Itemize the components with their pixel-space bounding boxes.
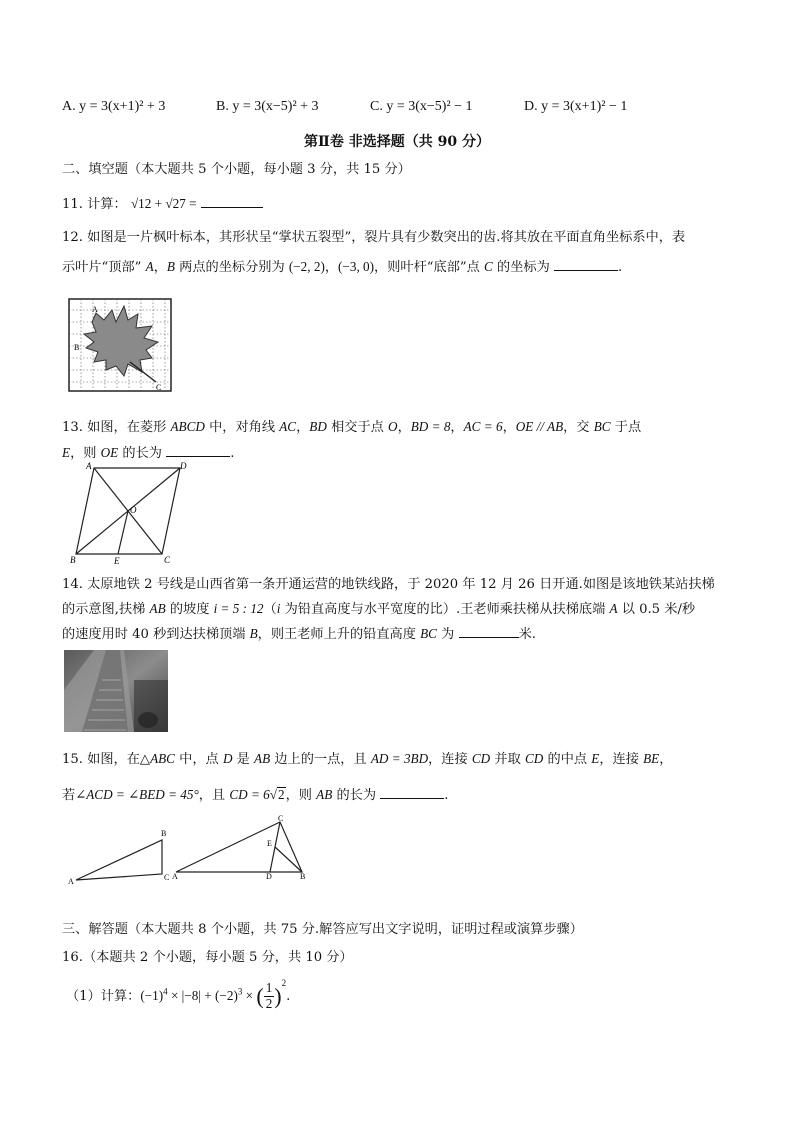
tri2-label-c: C	[278, 814, 284, 823]
escalator-photo	[64, 650, 168, 732]
triangle-1-outline	[76, 840, 162, 880]
q13-end: .	[230, 446, 235, 461]
q15-text-g: 的中点	[543, 752, 592, 767]
maple-leaf-figure	[68, 298, 172, 392]
q15-var-ab2: AB	[316, 787, 333, 802]
q15-text-d: 边上的一点，且	[270, 752, 371, 767]
q15-var-cd: CD	[471, 751, 491, 766]
tri1-label-b: B	[161, 829, 167, 838]
q13-eq3: OE // AB	[515, 419, 564, 434]
section-title: 第Ⅱ卷 非选择题（共 90 分）	[304, 134, 490, 150]
q14-var-i: i	[276, 601, 281, 616]
q16-title: 16.（本题共 2 个小题，每小题 5 分，共 10 分）	[62, 950, 353, 965]
q14-var-b: B	[249, 626, 258, 641]
q13-text-g: ，	[502, 420, 516, 435]
q16-exp3: 3	[237, 986, 243, 997]
q15-text-f: 并取	[490, 752, 525, 767]
q13-line1	[62, 416, 641, 435]
q14-answer-blank[interactable]	[459, 625, 519, 638]
rhombus-label-o: O	[130, 505, 137, 515]
rhombus-label-d: D	[180, 461, 187, 471]
q16-exp2: 2	[281, 978, 287, 988]
q13-text-c: ，	[296, 420, 310, 435]
q12-sep: ，	[324, 260, 339, 275]
q14-line1: 14. 太原地铁 2 号线是山西省第一条开通运营的地铁线路，于 2020 年 12 月 26 日开通.如图是该地铁某站扶梯	[62, 577, 715, 592]
rhombus-label-e: E	[114, 556, 120, 566]
q16-frac-num: 1	[265, 980, 273, 996]
q16-part1: （1）计算：$(-1)^4 \times |-8| + (-2)^3$ × ( $\frac{1}{2}$ )$^2$.	[66, 978, 291, 1011]
q16-end: .	[286, 989, 291, 1004]
q15-text-e: ，连接	[428, 752, 472, 767]
q13-text-h: ，交	[563, 420, 594, 435]
q13-text-a: 13. 如图，在菱形	[62, 420, 171, 435]
q13-text-2a: ，则	[70, 446, 101, 461]
q15-text-2c: ，则	[285, 788, 317, 803]
tri2-label-d: D	[266, 872, 272, 880]
q14-text-c: （	[263, 602, 277, 617]
triangle-2-outline	[176, 822, 302, 872]
q12-coord-b: (−3, 0)	[338, 259, 375, 274]
q13-text-d: 相交于点	[326, 420, 389, 435]
q13-answer-blank[interactable]	[166, 444, 230, 457]
q12-coord-a: (−2, 2)	[288, 259, 325, 274]
q13-text-e: ，	[397, 420, 411, 435]
q14-var-ab: AB	[149, 601, 166, 616]
q15-text-a: 15. 如图，在△	[62, 752, 151, 767]
q12-text-e: 两点的坐标分别为	[174, 260, 289, 275]
question-11	[62, 193, 263, 212]
q16-expr-c: ×	[242, 988, 257, 1003]
q13-text-f: ，	[450, 420, 464, 435]
q12-line1: 12. 如图是一片枫叶标本，其形状呈“掌状五裂型”，裂片具有少数突出的齿.将其放在平面直角坐标系中，表	[62, 230, 686, 245]
q13-text-2b: 的长为	[118, 446, 162, 461]
q12-answer-blank[interactable]	[554, 258, 618, 271]
q12-var-b: B	[166, 259, 175, 274]
q14-slope: i = 5 : 12	[213, 601, 264, 616]
q14-var-a: A	[609, 601, 618, 616]
q16-exp4: 4	[163, 986, 168, 997]
q15-text-c: 是	[232, 752, 255, 767]
q15-var-abc: ABC	[150, 751, 175, 766]
q14-text-3c: 为	[436, 627, 455, 642]
q12-text-h: 的坐标为	[492, 260, 550, 275]
q15-var-cd2: CD	[524, 751, 544, 766]
q15-eq3a: CD = 6	[229, 787, 270, 802]
fill-header: 二、填空题（本大题共 5 个小题，每小题 3 分，共 15 分）	[62, 162, 411, 177]
q16-frac-den: 2	[265, 996, 273, 1011]
rhombus-label-c: C	[164, 555, 171, 565]
q13-var-e: E	[62, 445, 71, 460]
option-d: D. y = 3(x+1)² − 1	[524, 99, 628, 114]
q13-eq2: AC = 6	[463, 419, 503, 434]
option-a: A. y = 3(x+1)² + 3	[62, 99, 166, 114]
q13-text-b: 中，对角线	[204, 420, 280, 435]
q12-text-a: 示叶片“顶部”	[62, 260, 146, 275]
q12-text-f: ，则叶杆“底部”点	[374, 260, 485, 275]
q15-text-i: ，	[659, 752, 673, 767]
triangle-2-figure	[170, 814, 310, 880]
tri2-label-e: E	[267, 839, 272, 848]
q16-expr-a: (−1)	[140, 988, 164, 1003]
q16-expr-b: × |−8| + (−2)	[167, 988, 238, 1003]
q15-line2: 若∠ACD = ∠BED = 45°，且 CD = 6√2，则 AB 的长为 .	[62, 787, 449, 803]
q15-eq2: ∠ACD = ∠BED = 45°	[75, 787, 199, 802]
q14-text-a: 的示意图,扶梯	[62, 602, 150, 617]
q15-text-h: ，连接	[599, 752, 644, 767]
q14-text-3a: 的速度用时 40 秒到达扶梯顶端	[62, 627, 250, 642]
q15-end: .	[444, 788, 449, 803]
q15-answer-blank[interactable]	[380, 786, 444, 799]
q16-fraction	[264, 981, 275, 1011]
q14-line3	[62, 623, 536, 642]
q13-var-abcd: ABCD	[170, 419, 205, 434]
leaf-label-a: A	[92, 305, 98, 314]
q14-text-d: 为铅直高度与水平宽度的比）.王老师乘扶梯从扶梯底端	[280, 602, 610, 617]
tri2-label-b: B	[300, 872, 306, 880]
q11-expr: √12 + √27 =	[130, 196, 197, 211]
q12-line2	[62, 256, 622, 275]
rhombus-figure	[66, 460, 192, 566]
q13-eq1: BD = 8	[410, 419, 451, 434]
tri2-label-a: A	[172, 872, 178, 880]
q11-prefix: 11. 计算：	[62, 197, 127, 212]
q15-eq1: AD = 3BD	[370, 751, 429, 766]
q15-line1	[62, 748, 672, 767]
leaf-label-b: B	[74, 343, 80, 352]
rhombus-label-b: B	[70, 555, 76, 565]
segment-be	[275, 847, 302, 872]
q13-var-bc: BC	[593, 419, 611, 434]
rhombus-label-a: A	[86, 461, 92, 471]
q15-var-be: BE	[643, 751, 660, 766]
q13-line2	[62, 442, 234, 461]
q14-var-bc: BC	[420, 626, 437, 641]
q15-eq3b: 2	[277, 787, 285, 802]
q14-unit: 米.	[518, 627, 536, 642]
triangle-1-figure	[66, 828, 176, 888]
q15-text-2b: ，且	[198, 788, 230, 803]
leaf-label-c: C	[156, 383, 162, 392]
q11-answer-blank[interactable]	[201, 195, 263, 208]
q13-var-bd: BD	[309, 419, 327, 434]
q13-var-oe: OE	[100, 445, 119, 460]
q12-var-c: C	[484, 259, 493, 274]
q13-var-o: O	[388, 419, 398, 434]
q15-text-2d: 的长为	[332, 788, 377, 803]
q14-text-b: 的坡度	[165, 602, 214, 617]
tri1-label-a: A	[68, 877, 74, 886]
q14-text-e: 以 0.5 米/秒	[617, 602, 696, 617]
option-c: C. y = 3(x−5)² − 1	[370, 99, 473, 114]
q15-var-ab: AB	[254, 751, 271, 766]
option-b: B. y = 3(x−5)² + 3	[216, 99, 319, 114]
q15-text-b: 中，点	[174, 752, 223, 767]
q15-var-d: D	[222, 751, 233, 766]
q14-line2	[62, 598, 695, 617]
q12-var-a: A	[145, 259, 154, 274]
q15-var-e: E	[591, 751, 600, 766]
q12-end: .	[618, 260, 623, 275]
q13-text-i: 于点	[610, 420, 642, 435]
q12-text-c: ，	[153, 260, 167, 275]
q16-prefix: （1）计算：	[66, 989, 141, 1004]
q14-text-3b: ，则王老师上升的铅直高度	[257, 627, 421, 642]
q15-text-2a: 若	[62, 788, 76, 803]
q13-var-ac: AC	[279, 419, 297, 434]
solve-header: 三、解答题（本大题共 8 个小题，共 75 分.解答应写出文字说明，证明过程或演算步骤）	[62, 922, 583, 937]
tri1-label-c: C	[164, 873, 170, 882]
